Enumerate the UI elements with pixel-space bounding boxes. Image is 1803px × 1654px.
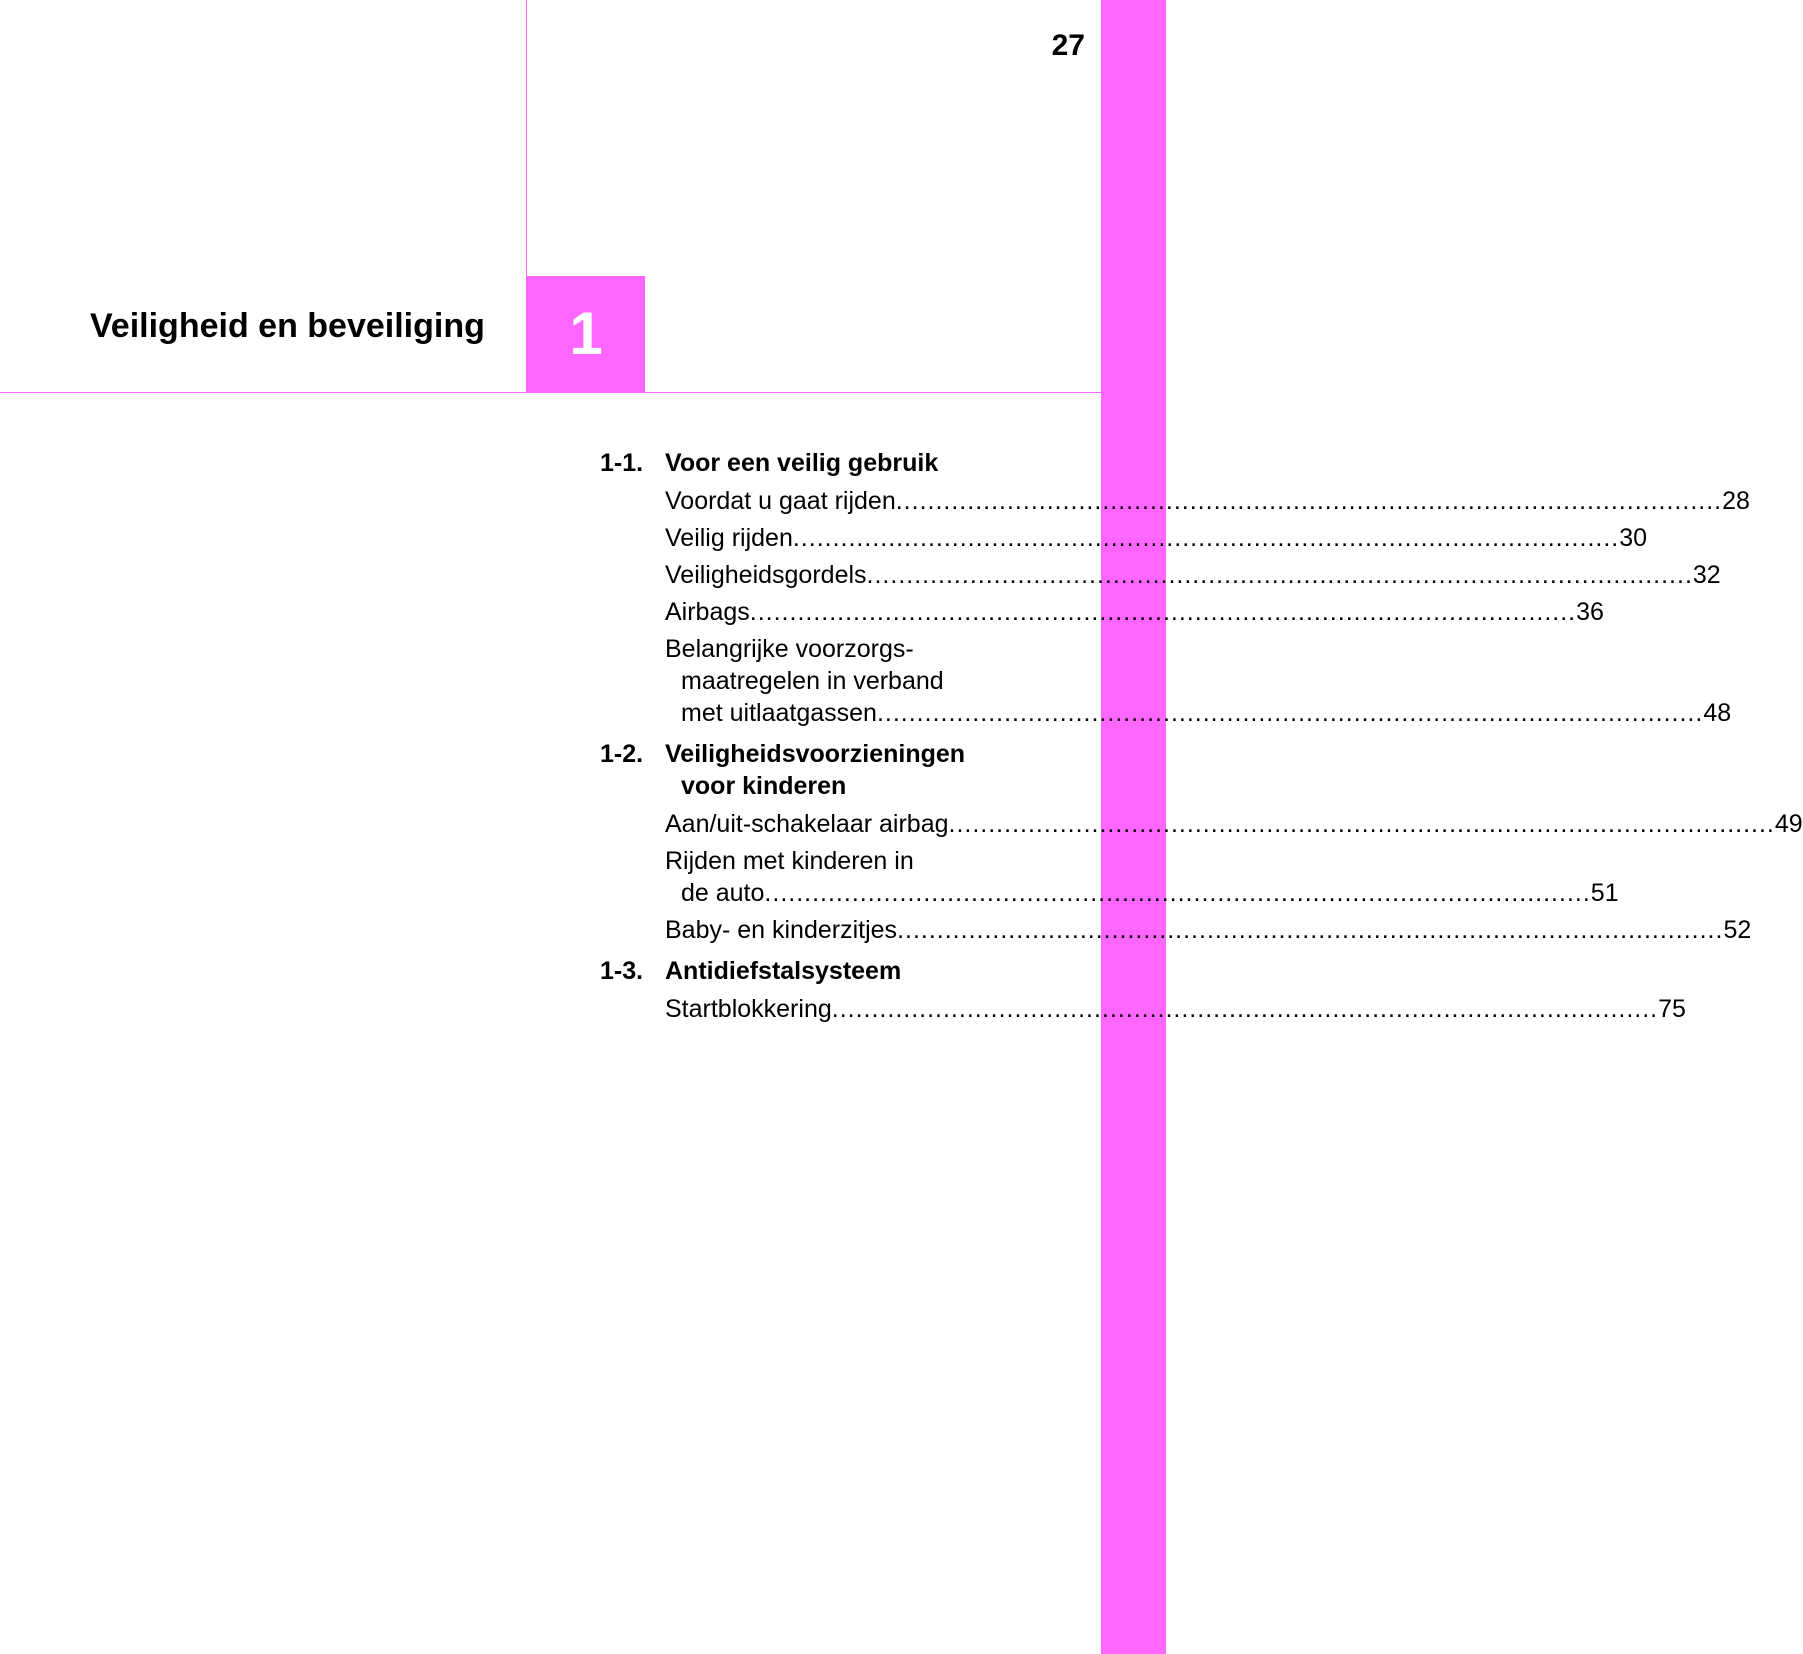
toc-section-heading <box>600 447 1030 485</box>
toc-entry-title: Veilig rijden <box>665 524 793 552</box>
toc-entry-title: Veiligheidsgordels <box>665 561 867 589</box>
chapter-number-box <box>527 276 645 392</box>
toc-section-number: 1-2. <box>600 740 644 768</box>
table-of-contents <box>600 447 1803 1034</box>
toc-leader-dots <box>764 879 1590 907</box>
toc-entry-title-line: Rijden met kinderen in <box>665 847 914 875</box>
toc-leader-dots <box>877 699 1703 727</box>
toc-entry-page: 49 <box>1774 810 1803 838</box>
toc-section-title: Antidiefstalsysteem <box>665 957 902 985</box>
toc-entry-page: 51 <box>1590 879 1619 907</box>
toc-entry-title-line: Belangrijke voorzorgs- <box>665 635 914 663</box>
toc-entry-title-line: de auto <box>681 879 765 907</box>
toc-entry[interactable] <box>665 596 1604 628</box>
toc-section-1-2 <box>600 738 1803 955</box>
toc-entry-page: 75 <box>1658 995 1686 1023</box>
toc-entry-page: 28 <box>1722 487 1750 515</box>
toc-section-heading <box>600 738 1030 808</box>
toc-entry-page: 30 <box>1619 524 1648 552</box>
toc-entry[interactable] <box>665 914 1752 946</box>
toc-leader-dots <box>896 485 1722 517</box>
toc-section-number: 1-1. <box>600 449 644 477</box>
toc-leader-dots <box>897 914 1723 946</box>
toc-section-title <box>665 738 1030 802</box>
toc-entry-page: 36 <box>1576 598 1604 626</box>
toc-entry[interactable] <box>665 993 1686 1025</box>
toc-entry-title: Airbags <box>665 598 750 626</box>
toc-entry-page: 48 <box>1703 699 1732 727</box>
toc-entry[interactable] <box>665 808 1803 840</box>
toc-entry[interactable] <box>665 845 1619 909</box>
toc-entry[interactable] <box>665 485 1750 517</box>
toc-leader-dots <box>832 993 1658 1025</box>
page-number: 27 <box>1051 29 1085 62</box>
toc-entry-page: 32 <box>1692 561 1721 589</box>
toc-entry[interactable] <box>665 522 1648 554</box>
toc-section-title: Voor een veilig gebruik <box>665 449 939 477</box>
toc-entry[interactable] <box>665 633 1732 729</box>
toc-leader-dots <box>750 596 1576 628</box>
toc-leader-dots <box>867 559 1693 591</box>
toc-section-1-1 <box>600 447 1750 738</box>
toc-leader-dots <box>949 808 1775 840</box>
chapter-title: Veiligheid en beveiliging <box>90 307 485 345</box>
toc-section-title-line: voor kinderen <box>681 772 847 800</box>
toc-entry-title: Voordat u gaat rijden <box>665 487 896 515</box>
toc-entry-title-line: maatregelen in verband <box>681 667 944 695</box>
toc-entry-page: 52 <box>1723 916 1752 944</box>
toc-entry-title: Startblokkering <box>665 995 832 1023</box>
toc-entry-title: Aan/uit-schakelaar airbag <box>665 810 949 838</box>
chapter-number: 1 <box>569 300 603 367</box>
toc-section-number: 1-3. <box>600 957 644 985</box>
toc-entry-title: Baby- en kinderzitjes <box>665 916 898 944</box>
toc-leader-dots <box>793 522 1619 554</box>
toc-entry[interactable] <box>665 559 1721 591</box>
toc-section-1-3 <box>600 955 1686 1034</box>
horizontal-divider <box>0 392 1101 393</box>
toc-section-title-line: Veiligheidsvoorzieningen <box>665 740 966 768</box>
toc-section-heading <box>600 955 1030 993</box>
toc-entry-title-line: met uitlaatgassen <box>681 699 877 727</box>
